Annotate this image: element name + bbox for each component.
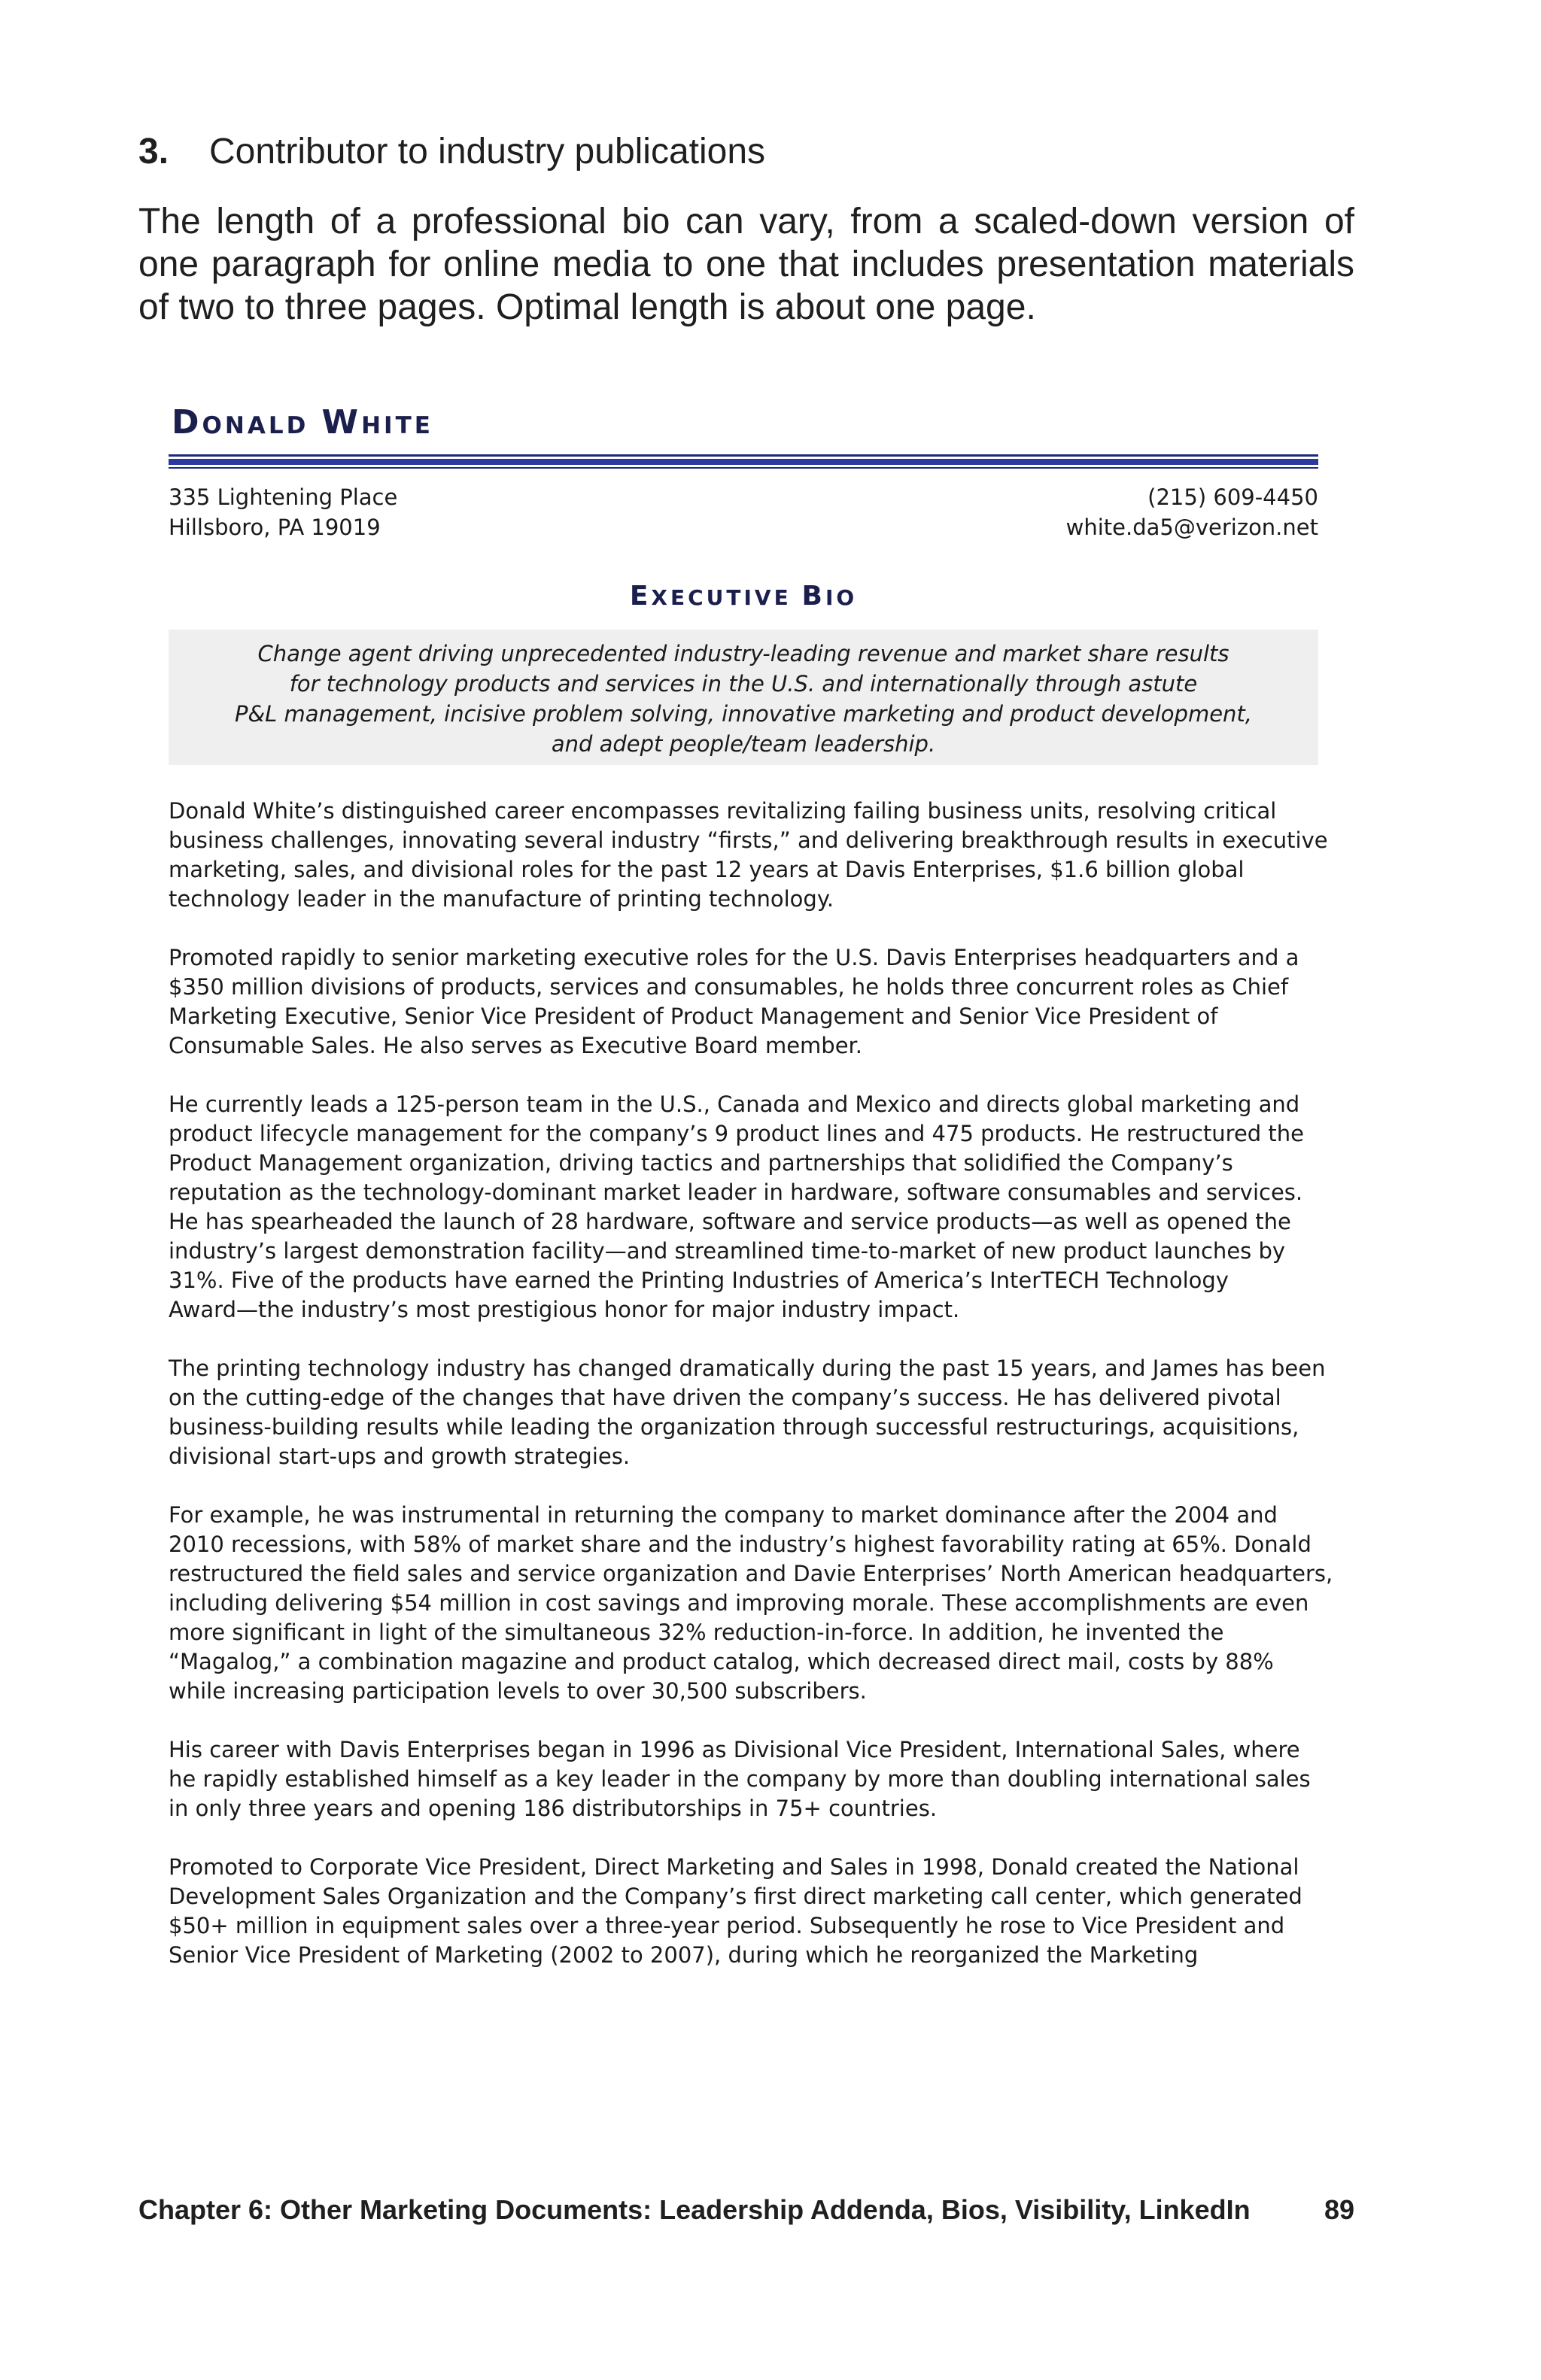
bio-paragraph bbox=[169, 1354, 1326, 1471]
paragraph-gap bbox=[169, 1061, 1318, 1090]
bio-paragraph bbox=[169, 1853, 1318, 1970]
footer-chapter-title: Chapter 6: Other Marketing Documents: Leadership Addenda, Bios, Visibility, LinkedIn bbox=[138, 2194, 1251, 2225]
section-title-rest-1: XECUTIVE bbox=[651, 585, 792, 610]
bio-paragraph-line: 2010 recessions, with 58% of market share and the industry’s highest favorability rating at 65%. Donald bbox=[169, 1532, 1312, 1557]
bio-paragraph-line: restructured the field sales and service organization and Davie Enterprises’ North American headquarters, bbox=[169, 1561, 1333, 1586]
address-line-1: 335 Lightening Place bbox=[169, 484, 398, 510]
page-footer bbox=[138, 2193, 1354, 2227]
phone-email-block bbox=[1066, 482, 1318, 542]
bio-paragraph-line: Promoted rapidly to senior marketing executive roles for the U.S. Davis Enterprises headquarters and a bbox=[169, 945, 1299, 970]
contact-block bbox=[169, 482, 1318, 542]
bio-paragraph-line: Consumable Sales. He also serves as Executive Board member. bbox=[169, 1033, 863, 1058]
bio-paragraph bbox=[169, 1735, 1318, 1823]
paragraph-gap bbox=[169, 1706, 1318, 1735]
bio-paragraph-line: product lifecycle management for the company’s 9 product lines and 475 products. He restructured the bbox=[169, 1121, 1305, 1146]
list-item-text: Contributor to industry publications bbox=[209, 132, 766, 172]
list-item-number: 3. bbox=[138, 132, 169, 172]
bio-paragraph bbox=[169, 797, 1328, 914]
bio-paragraph-line: Award—the industry’s most prestigious honor for major industry impact. bbox=[169, 1297, 960, 1322]
bio-paragraph-line: The printing technology industry has changed dramatically during the past 15 years, and James has been bbox=[169, 1355, 1326, 1381]
paragraph-gap bbox=[169, 1325, 1318, 1354]
bio-paragraph bbox=[169, 943, 1318, 1061]
heading-rule bbox=[169, 454, 1318, 469]
email-address: white.da5@verizon.net bbox=[1065, 515, 1318, 540]
name-last-initial: W bbox=[321, 403, 362, 442]
bio-paragraph-line: business-building results while leading the organization through successful restructurings, acquisitions, bbox=[169, 1414, 1299, 1440]
bio-paragraph-line: 31%. Five of the products have earned the Printing Industries of America’s InterTECH Technology bbox=[169, 1267, 1229, 1293]
bio-paragraph-line: His career with Davis Enterprises began in 1996 as Divisional Vice President, International Sales, where bbox=[169, 1737, 1300, 1762]
bio-paragraph-line: He currently leads a 125-person team in the U.S., Canada and Mexico and directs global marketing and bbox=[169, 1091, 1300, 1117]
rule-line-middle bbox=[169, 459, 1318, 465]
bio-paragraph-line: Promoted to Corporate Vice President, Direct Marketing and Sales in 1998, Donald created the National bbox=[169, 1854, 1299, 1880]
intro-paragraph: The length of a professional bio can vary, from a scaled-down version of one paragraph for online media to one that includes presentation materials of two to three pages. Optimal length is about one page. bbox=[138, 202, 1354, 327]
name-last-rest: HITE bbox=[361, 412, 433, 439]
name-first-rest: ONALD bbox=[202, 412, 309, 439]
section-title-rest-2: IO bbox=[825, 585, 858, 610]
bio-name-heading bbox=[172, 403, 1318, 444]
bio-paragraph-line: in only three years and opening 186 distributorships in 75+ countries. bbox=[169, 1796, 938, 1821]
bio-paragraph bbox=[169, 1090, 1318, 1325]
bio-paragraph bbox=[169, 1501, 1333, 1706]
numbered-list-item bbox=[138, 129, 765, 175]
bio-paragraph-line: Donald White’s distinguished career encompasses revitalizing failing business units, resolving critical bbox=[169, 798, 1277, 824]
bio-paragraph-line: $50+ million in equipment sales over a three-year period. Subsequently he rose to Vice President and bbox=[169, 1913, 1285, 1938]
paragraph-gap bbox=[169, 1823, 1318, 1853]
bio-paragraph-line: while increasing participation levels to over 30,500 subscribers. bbox=[169, 1678, 867, 1704]
tagline-box bbox=[169, 630, 1318, 765]
bio-paragraph-line: he rapidly established himself as a key leader in the company by more than doubling international sales bbox=[169, 1766, 1311, 1792]
paragraph-gap bbox=[169, 1471, 1318, 1501]
bio-paragraph-line: on the cutting-edge of the changes that have driven the company’s success. He has delivered pivotal bbox=[169, 1385, 1281, 1410]
section-title bbox=[169, 580, 1318, 615]
address-line-2: Hillsboro, PA 19019 bbox=[169, 515, 381, 540]
tagline-line: for technology products and services in the U.S. and internationally through astute bbox=[289, 671, 1198, 697]
bio-paragraph-line: more significant in light of the simultaneous 32% reduction-in-force. In addition, he invented the bbox=[169, 1620, 1224, 1645]
address-block bbox=[169, 482, 397, 542]
paragraph-gap bbox=[169, 914, 1318, 943]
bio-paragraph-line: divisional start-ups and growth strategies. bbox=[169, 1443, 631, 1469]
bio-paragraph-line: business challenges, innovating several industry “firsts,” and delivering breakthrough results in executive bbox=[169, 827, 1328, 853]
bio-body bbox=[169, 797, 1333, 1970]
rule-line-top bbox=[169, 454, 1318, 457]
name-first-initial: D bbox=[172, 403, 202, 442]
bio-paragraph-line: “Magalog,” a combination magazine and product catalog, which decreased direct mail, costs by 88% bbox=[169, 1649, 1274, 1674]
tagline-line: P&L management, incisive problem solving, innovative marketing and product development, bbox=[234, 701, 1253, 727]
bio-paragraph-line: including delivering $54 million in cost savings and improving morale. These accomplishments are even bbox=[169, 1590, 1309, 1616]
bio-paragraph-line: He has spearheaded the launch of 28 hardware, software and service products—as well as opened the bbox=[169, 1209, 1291, 1234]
bio-paragraph-line: For example, he was instrumental in returning the company to market dominance after the 2004 and bbox=[169, 1502, 1278, 1528]
footer-page-number: 89 bbox=[1324, 2194, 1354, 2225]
tagline-line: Change agent driving unprecedented industry-leading revenue and market share results bbox=[257, 641, 1229, 666]
bio-paragraph-line: Marketing Executive, Senior Vice President of Product Management and Senior Vice President of bbox=[169, 1003, 1218, 1029]
section-title-initial-2: B bbox=[801, 581, 825, 612]
bio-paragraph-line: Senior Vice President of Marketing (2002 to 2007), during which he reorganized the Marketing bbox=[169, 1942, 1199, 1968]
bio-paragraph-line: marketing, sales, and divisional roles for the past 12 years at Davis Enterprises, $1.6 billion global bbox=[169, 857, 1245, 882]
executive-bio-sample bbox=[169, 403, 1333, 1970]
bio-paragraph-line: reputation as the technology-dominant market leader in hardware, software consumables and services. bbox=[169, 1179, 1303, 1205]
bio-paragraph-line: Development Sales Organization and the Company’s first direct marketing call center, which generated bbox=[169, 1884, 1302, 1909]
bio-paragraph-line: industry’s largest demonstration facility—and streamlined time-to-market of new product launches by bbox=[169, 1238, 1286, 1264]
bio-paragraph-line: $350 million divisions of products, services and consumables, he holds three concurrent roles as Chief bbox=[169, 974, 1289, 1000]
section-title-initial-1: E bbox=[629, 581, 652, 612]
phone-number: (215) 609-4450 bbox=[1147, 484, 1318, 510]
tagline-line: and adept people/team leadership. bbox=[551, 731, 936, 757]
bio-paragraph-line: Product Management organization, driving tactics and partnerships that solidified the Company’s bbox=[169, 1150, 1233, 1176]
bio-paragraph-line: technology leader in the manufacture of printing technology. bbox=[169, 886, 834, 912]
rule-line-bottom bbox=[169, 467, 1318, 469]
